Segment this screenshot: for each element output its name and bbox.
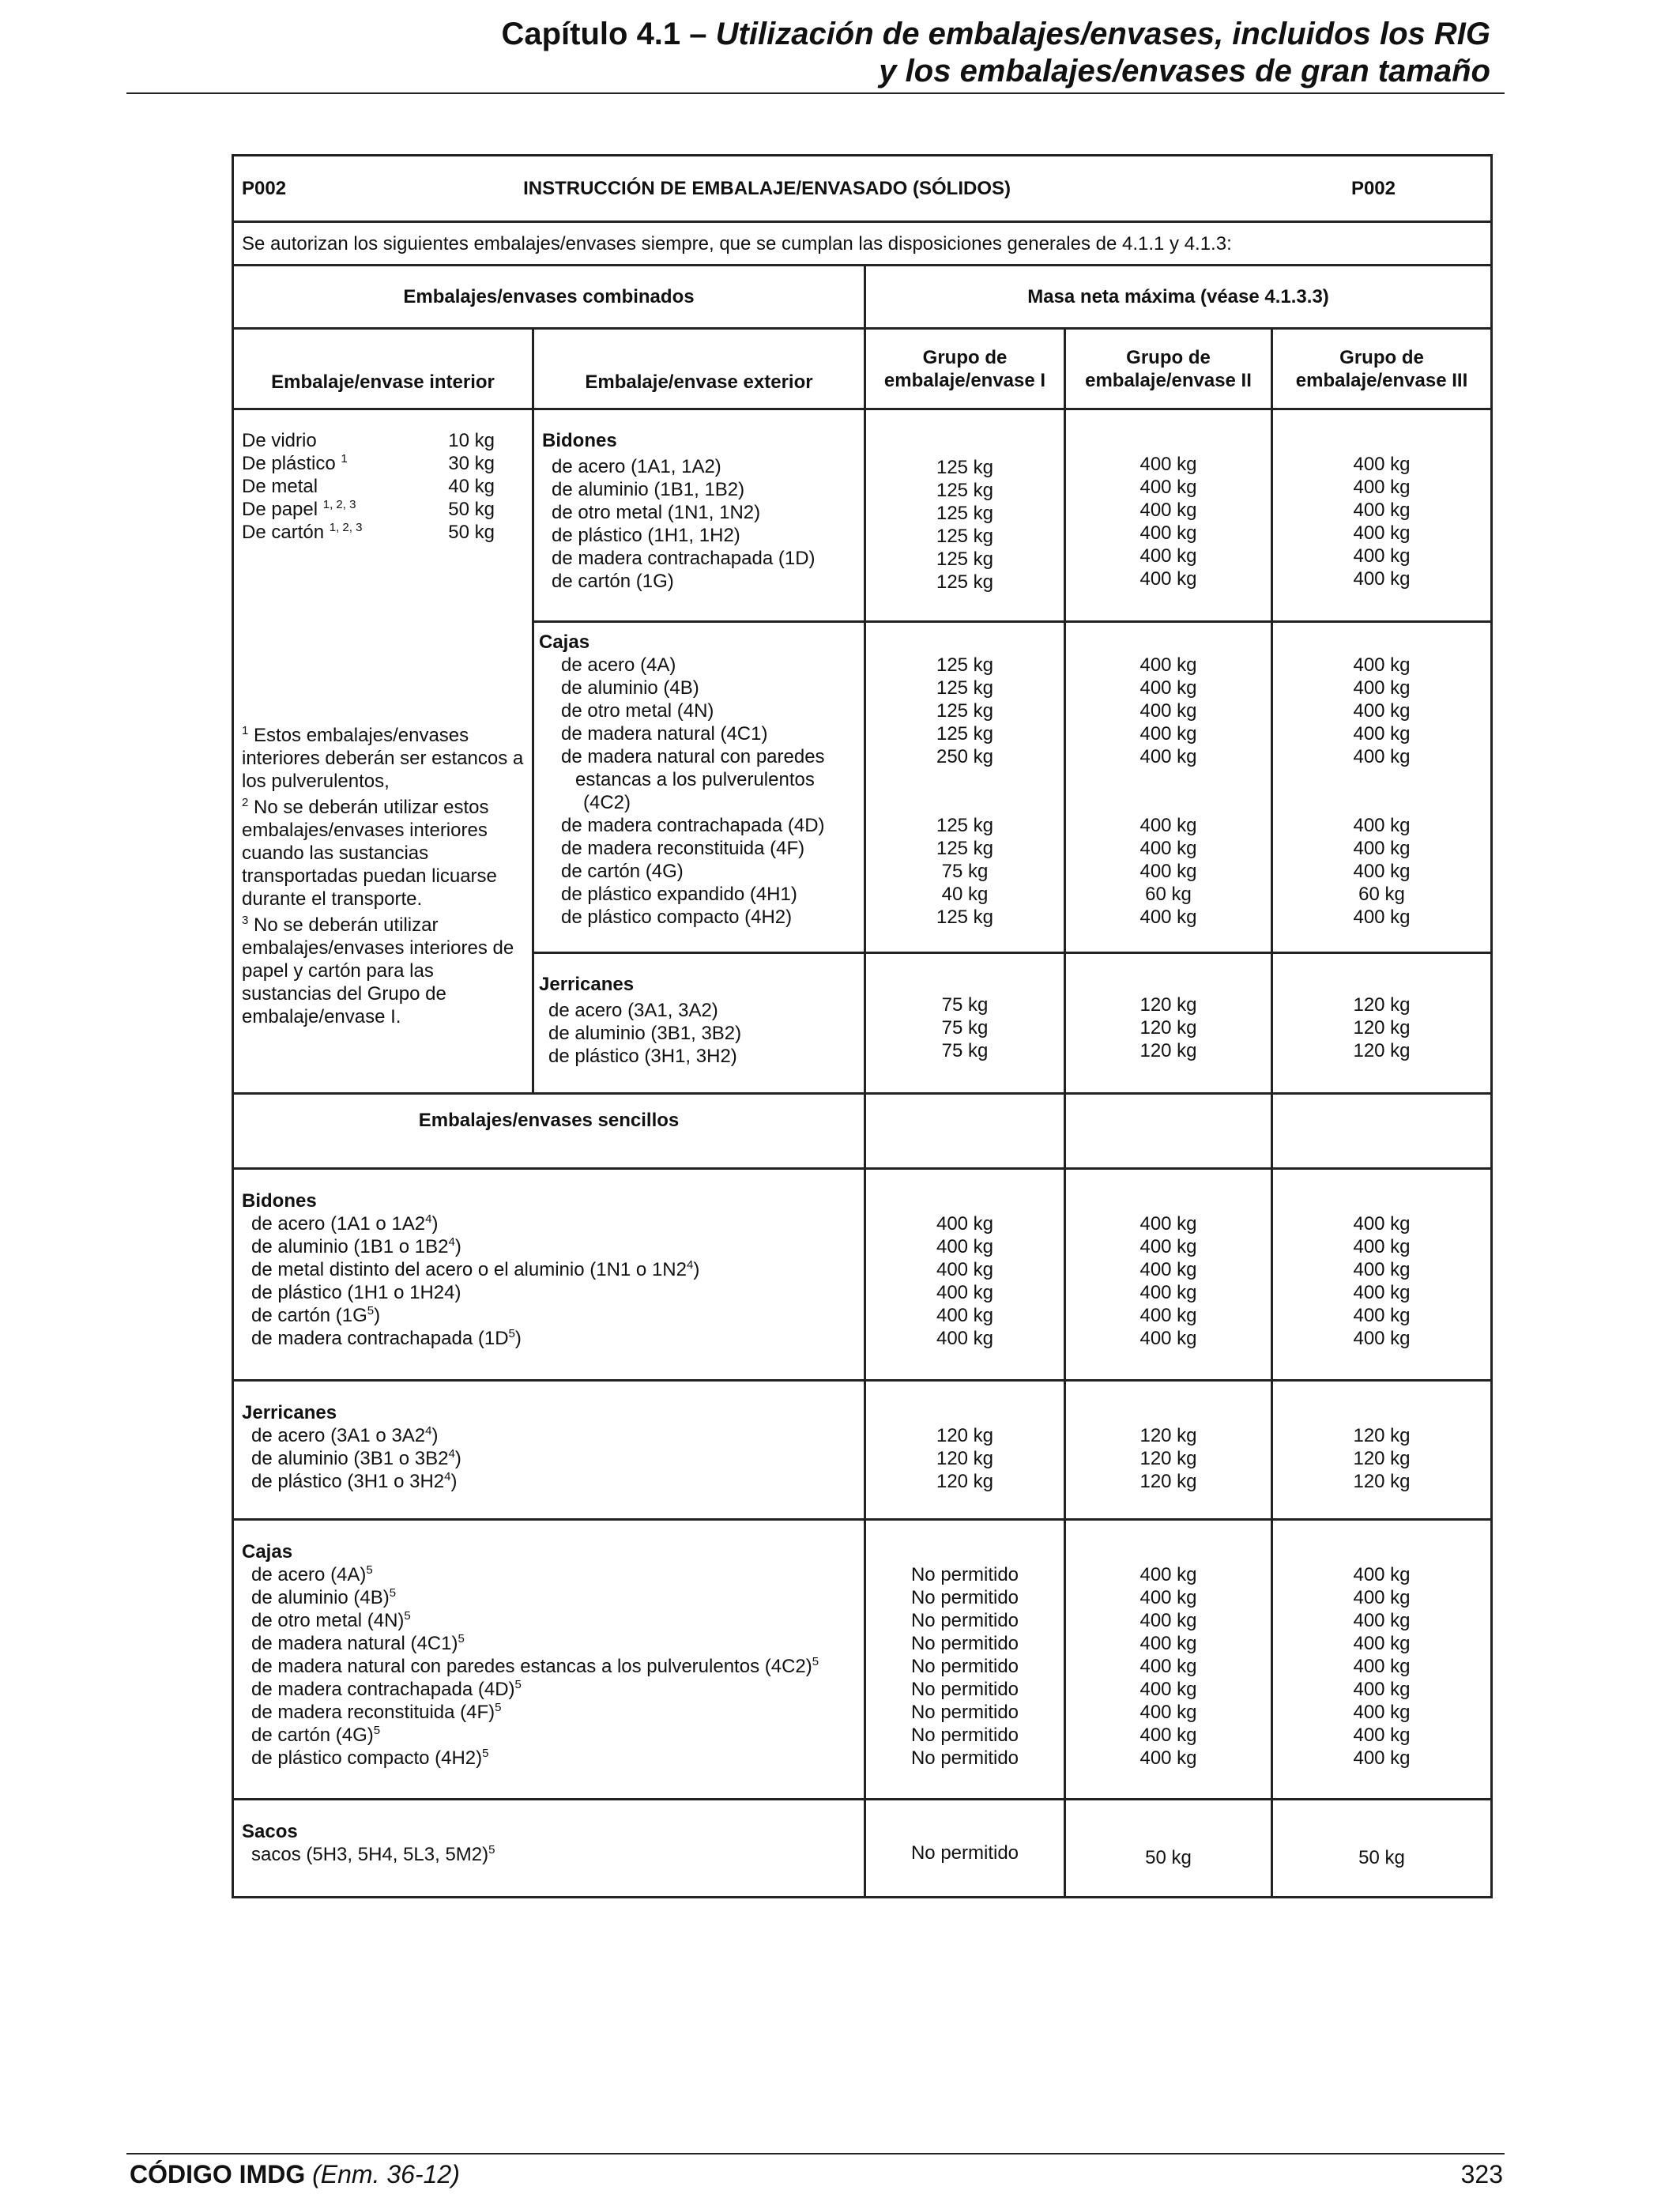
mass-value: 400 kg [1353,1725,1411,1746]
boxes-group1-values [865,622,1065,953]
mass-value: 400 kg [1139,522,1197,544]
mass-value: 400 kg [1139,1305,1197,1326]
page-number: 323 [1460,2160,1503,2188]
mass-value: 125 kg [936,907,994,928]
footnote-ref: 5 [508,1327,515,1340]
single-group-title: Sacos [242,1821,298,1842]
outer-drums-row [233,409,1492,622]
inner-packaging-name: De cartón $^{1, 2, 3}$ [242,521,363,543]
mass-value: 400 kg [936,1236,994,1257]
outer-group-items [539,654,856,929]
mass-value: 400 kg [1139,1633,1197,1654]
outer-packaging-item: de otro metal (1N1, 1N2) [552,502,761,523]
footnote-ref: 5 [812,1655,819,1668]
jerricans-group3-values [1272,953,1492,1094]
mass-value: 120 kg [1353,1017,1411,1039]
outer-packaging-item: de acero (4A) [561,654,676,676]
drums-group1-values [865,409,1065,622]
jerricans-group1-values [865,953,1065,1094]
mass-value [1281,791,1482,814]
mass-value: 120 kg [1139,1425,1197,1446]
single-group-items [242,1843,856,1866]
mass-value: 75 kg [941,1017,989,1039]
mass-value: 125 kg [936,838,994,859]
footnote: $^3$ No se deberán utilizar embalajes/envases interiores de papel y cartón para las sustancias del Grupo de embalaje/envase I. [242,914,514,1027]
mass-value: 125 kg [936,480,994,501]
single-packaging-item: de otro metal $(4N)^5$ [251,1609,411,1631]
mass-value: 400 kg [1353,545,1411,567]
mass-value: 120 kg [1353,994,1411,1016]
footnote: $^2$ No se deberán utilizar estos embalajes/envases interiores cuando las sustancias transportadas puedan licuarse durante el transporte. [242,796,497,910]
footnote-ref: 5 [366,1563,373,1577]
mass-value: 400 kg [1139,568,1197,590]
mass-value: 120 kg [1353,1448,1411,1469]
mass-value: 120 kg [1353,1471,1411,1492]
single-bags-group2-values [1065,1800,1272,1898]
mass-value: No permitido [910,1725,1019,1746]
mass-value: 120 kg [936,1471,994,1492]
footnotes [242,724,524,1028]
mass-value: 400 kg [1139,477,1197,498]
inner-packaging-item [242,498,495,521]
mass-value: 400 kg [936,1259,994,1280]
single-packaging-item: de madera natural $(4C1)^5$ [251,1632,465,1654]
mass-value: 400 kg [1353,1282,1411,1303]
mass-value: 75 kg [941,994,989,1016]
outer-group-title: Jerricanes [539,974,635,995]
single-packaging-item: de aluminio (1B1 o $1B2^4$) [251,1235,461,1257]
single-boxes-group1-values [865,1520,1065,1800]
mass-heading: Masa neta máxima (véase 4.1.3.3) [865,266,1492,329]
outer-group-title: Cajas [539,631,590,653]
mass-value: 120 kg [1139,1017,1197,1039]
mass-value: 125 kg [936,815,994,836]
mass-value: 400 kg [1353,838,1411,859]
mass-value: 400 kg [1353,1213,1411,1235]
single-packaging-item: de plástico compacto $(4H2)^5$ [251,1747,489,1769]
mass-value: No permitido [910,1587,1019,1608]
outer-packaging-item: estancas a los pulverulentos [575,769,815,790]
intro-row [233,222,1492,266]
mass-value: No permitido [910,1679,1019,1700]
mass-value: 400 kg [936,1328,994,1349]
single-packaging-item: de aluminio (3B1 o $3B2^4$) [251,1447,461,1469]
mass-value: No permitido [910,1564,1019,1585]
mass-value [874,791,1056,814]
drums-group3-values [1272,409,1492,622]
single-packaging-item: de cartón $(1G^5)$ [251,1304,381,1326]
mass-value: 400 kg [1353,1702,1411,1723]
footnote-ref: 5 [367,1304,375,1318]
inner-packaging-item [242,452,495,475]
mass-value [874,768,1056,791]
single-group-title: Bidones [242,1190,317,1212]
mass-value: No permitido [910,1610,1019,1631]
mass-value: 400 kg [1353,1328,1411,1349]
footer-code [130,2158,460,2190]
footnote-ref: 5 [482,1747,489,1760]
mass-value: 125 kg [936,654,994,676]
single-packaging-item: de aluminio $(4B)^5$ [251,1586,397,1608]
mass-value: 400 kg [1139,1679,1197,1700]
mass-value: 125 kg [936,571,994,593]
mass-value: 60 kg [1358,884,1405,905]
mass-value: 120 kg [1139,1471,1197,1492]
mass-value: 400 kg [1353,1633,1411,1654]
mass-value: 40 kg [941,884,989,905]
mass-value: 400 kg [1353,499,1411,521]
outer-packaging-item: de cartón (4G) [561,861,684,882]
outer-packaging-item: de madera contrachapada (4D) [561,815,825,836]
mass-value: 400 kg [1139,1328,1197,1349]
col-group2-header: Grupo de embalaje/envase II [1065,329,1272,409]
inner-packaging-item [242,521,495,544]
inner-packaging-mass: 50 kg [448,522,495,543]
mass-value: 250 kg [936,746,994,767]
outer-group-drums [533,409,865,622]
mass-value: 400 kg [1353,568,1411,590]
single-packaging-item: de metal distinto del acero o el aluminio (1N1 o $1N2^4$) [251,1258,700,1280]
jerricans-group2-values [1065,953,1272,1094]
single-packaging-item: de plástico (1H1 o 1H24) [251,1282,461,1303]
inner-packaging-name: De vidrio [242,430,317,451]
col-group3-header: Grupo de embalaje/envase III [1272,329,1492,409]
single-drums-group2-values [1065,1169,1272,1381]
mass-value: 400 kg [1353,1259,1411,1280]
mass-value: 400 kg [1353,1587,1411,1608]
mass-value: 400 kg [1353,454,1411,475]
single-boxes-group3-values [1272,1520,1492,1800]
single-jerricans-row [233,1381,1492,1520]
mass-value: No permitido [910,1702,1019,1723]
outer-packaging-item: de madera natural con paredes [561,746,825,767]
inner-packaging-cell [233,409,533,1094]
outer-packaging-item: de aluminio (4B) [561,677,699,699]
single-drums-group3-values [1272,1169,1492,1381]
mass-value: 125 kg [936,548,994,570]
outer-packaging-item: de madera reconstituida (4F) [561,838,805,859]
mass-value: 120 kg [1139,994,1197,1016]
outer-packaging-item: de aluminio (1B1, 1B2) [552,479,745,500]
outer-group-jerricans [533,953,865,1094]
mass-value: 400 kg [1353,477,1411,498]
footer-amendment: (Enm. 36-12) [312,2160,460,2188]
mass-value: 400 kg [1139,654,1197,676]
mass-value: 75 kg [941,861,989,882]
inner-packaging-mass: 10 kg [448,430,495,451]
mass-value: 400 kg [1353,1236,1411,1257]
mass-value: 400 kg [1353,861,1411,882]
footnote-ref: 4 [425,1424,432,1438]
outer-packaging-item: de acero (3A1, 3A2) [548,1000,718,1021]
outer-packaging-item: de acero (1A1, 1A2) [552,456,721,477]
footnote-ref: 5 [488,1843,495,1857]
inner-packaging-name: De papel $^{1, 2, 3}$ [242,498,356,520]
mass-value: 400 kg [1139,677,1197,699]
col-inner-header: Embalaje/envase interior [233,329,533,409]
mass-value: 400 kg [1139,499,1197,521]
outer-packaging-item: de plástico (3H1, 3H2) [548,1046,737,1067]
inner-packaging-item [242,475,495,498]
footnote-ref: 5 [514,1678,522,1691]
outer-group-items [539,999,856,1068]
single-jerricans-group1-values [865,1381,1065,1520]
single-packaging-item: de madera reconstituida $(4F)^5$ [251,1701,502,1723]
single-group-boxes [233,1520,865,1800]
footnote-ref: 2 [242,796,249,809]
mass-value: 400 kg [1139,1747,1197,1769]
footnote-ref: 5 [495,1701,502,1714]
mass-value: 400 kg [936,1213,994,1235]
inner-packaging-item [242,429,495,452]
mass-value: 400 kg [1139,1656,1197,1677]
outer-packaging-item: de plástico compacto (4H2) [561,907,793,928]
single-bags-row [233,1800,1492,1898]
mass-value: 400 kg [1139,815,1197,836]
mass-value: 120 kg [1353,1040,1411,1061]
mass-value: 400 kg [1139,1725,1197,1746]
mass-value: 120 kg [936,1448,994,1469]
single-packaging-item: sacos (5H3, 5H4, 5L3, 5M2)$^5$ [251,1843,495,1865]
mass-value: No permitido [910,1842,1019,1864]
mass-value: 400 kg [1353,907,1411,928]
outer-group-title: Bidones [542,430,617,451]
mass-value: 400 kg [1353,677,1411,699]
mass-value: No permitido [910,1633,1019,1654]
instruction-title: INSTRUCCIÓN DE EMBALAJE/ENVASADO (SÓLIDOS) [523,178,1011,199]
single-group-jerricans [233,1381,865,1520]
footnote-ref: 1 [341,452,348,466]
single-jerricans-group2-values [1065,1381,1272,1520]
mass-value: 400 kg [1353,654,1411,676]
mass-value: 400 kg [1139,838,1197,859]
mass-value: 120 kg [936,1425,994,1446]
combined-heading: Embalajes/envases combinados [233,266,865,329]
mass-value: 125 kg [936,526,994,547]
mass-value: 400 kg [1353,700,1411,722]
mass-value: 400 kg [1353,522,1411,544]
outer-packaging-item: de otro metal (4N) [561,700,714,722]
mass-value: 400 kg [936,1305,994,1326]
mass-value: 400 kg [1139,1564,1197,1585]
single-packaging-item: de madera contrachapada $(4D)^5$ [251,1678,522,1700]
mass-value [1074,791,1263,814]
chapter-title-2: y los embalajes/envases de gran tamaño [879,54,1490,89]
single-boxes-group2-values [1065,1520,1272,1800]
inner-packaging-list [242,429,524,544]
inner-packaging-mass: 30 kg [448,453,495,474]
single-group-items [242,1424,856,1493]
instruction-code-right: P002 [1350,178,1396,199]
mass-value: No permitido [910,1747,1019,1769]
single-group-bags [233,1800,865,1898]
mass-value: 50 kg [1145,1847,1192,1868]
mass-value: 400 kg [1139,907,1197,928]
mass-value: 125 kg [936,700,994,722]
mass-value: 400 kg [1353,815,1411,836]
outer-packaging-item: de madera contrachapada (1D) [552,548,816,569]
mass-value: 400 kg [1353,1747,1411,1769]
outer-packaging-item: de plástico (1H1, 1H2) [552,525,740,546]
footnote-ref: 4 [425,1212,432,1226]
mass-value: 60 kg [1145,884,1192,905]
single-group-items [242,1563,856,1770]
single-packaging-item: de acero $(4A)^5$ [251,1563,373,1585]
mass-value [1281,768,1482,791]
single-bags-group3-values [1272,1800,1492,1898]
single-drums-row [233,1169,1492,1381]
mass-value: 120 kg [1139,1448,1197,1469]
mass-value: 400 kg [1353,1564,1411,1585]
mass-value: 400 kg [1139,723,1197,745]
footnote-ref: 4 [686,1258,694,1272]
col-outer-header: Embalaje/envase exterior [533,329,865,409]
single-group-title: Cajas [242,1541,293,1563]
mass-value: 400 kg [1139,1236,1197,1257]
inner-packaging-mass: 50 kg [448,499,495,520]
drums-group2-values [1065,409,1272,622]
inner-packaging-name: De plástico $^1$ [242,452,348,474]
mass-value: 120 kg [1139,1040,1197,1061]
boxes-group2-values [1065,622,1272,953]
mass-value: 120 kg [1353,1425,1411,1446]
inner-packaging-mass: 40 kg [448,476,495,497]
mass-value: No permitido [910,1656,1019,1677]
footnote-ref: 5 [389,1586,397,1600]
mass-value [1074,768,1263,791]
column-header-row [233,329,1492,409]
single-heading-row [233,1094,1492,1169]
footnote-ref: 1, 2, 3 [329,521,363,534]
footnote-ref: 5 [404,1609,411,1623]
single-drums-group1-values [865,1169,1065,1381]
mass-value: 400 kg [1353,1610,1411,1631]
footer-code-name: CÓDIGO IMDG [130,2160,306,2188]
header-rule [126,92,1505,94]
single-bags-group1-values [865,1800,1065,1898]
footer-rule [126,2153,1505,2154]
mass-value: 125 kg [936,677,994,699]
mass-value: 400 kg [1139,454,1197,475]
intro-text: Se autorizan los siguientes embalajes/envases siempre, que se cumplan las disposiciones generales de 4.1.1 y 4.1.3: [233,222,1492,266]
mass-value: 400 kg [1139,1282,1197,1303]
mass-value: 400 kg [1353,1656,1411,1677]
footnote-ref: 5 [373,1724,381,1737]
outer-packaging-item: de madera natural (4C1) [561,723,768,745]
single-group-drums [233,1169,865,1381]
chapter-number: Capítulo 4.1 – [501,17,707,51]
mass-value: 400 kg [1353,1305,1411,1326]
mass-value: 400 kg [1139,1259,1197,1280]
outer-group-items [542,455,856,593]
single-jerricans-group3-values [1272,1381,1492,1520]
outer-packaging-item: de aluminio (3B1, 3B2) [548,1023,742,1044]
outer-packaging-item: de plástico expandido (4H1) [561,884,797,905]
single-packaging-item: de madera contrachapada $(1D^5)$ [251,1327,522,1349]
single-group-items [242,1212,856,1350]
single-group-title: Jerricanes [242,1402,337,1423]
single-packaging-item: de plástico (3H1 o $3H2^4$) [251,1470,458,1492]
mass-value: 125 kg [936,723,994,745]
footnote-ref: 4 [444,1470,451,1483]
mass-value: 400 kg [1353,746,1411,767]
inner-packaging-name: De metal [242,476,318,497]
chapter-title-1: Utilización de embalajes/envases, incluidos los RIG [715,17,1490,51]
footnote-ref: 5 [458,1632,465,1646]
mass-value: 400 kg [1139,861,1197,882]
single-heading: Embalajes/envases sencillos [233,1094,865,1169]
instruction-code-left: P002 [242,178,287,199]
mass-value: 400 kg [1139,746,1197,767]
mass-value: 400 kg [1353,1679,1411,1700]
mass-value: 400 kg [1139,545,1197,567]
header-line-1 [126,16,1490,53]
footnote-ref: 1, 2, 3 [322,498,356,511]
single-packaging-item: de acero (3A1 o $3A2^4$) [251,1424,439,1446]
single-packaging-item: de acero (1A1 o $1A2^4$) [251,1212,439,1235]
mass-value: 400 kg [936,1282,994,1303]
col-group1-header: Grupo de embalaje/envase I [865,329,1065,409]
footnote-ref: 4 [448,1235,455,1249]
footnote-ref: 4 [448,1447,455,1461]
single-packaging-item: de cartón $(4G)^5$ [251,1724,381,1746]
mass-value: 400 kg [1139,1702,1197,1723]
mass-value: 400 kg [1139,1213,1197,1235]
footnote: $^1$ Estos embalajes/envases interiores deberán ser estancos a los pulverulentos, [242,724,524,792]
single-boxes-row [233,1520,1492,1800]
mass-value: 125 kg [936,457,994,478]
outer-packaging-item: (4C2) [583,792,631,813]
page-header [126,16,1490,90]
boxes-group3-values [1272,622,1492,953]
single-packaging-item: de madera natural con paredes estancas a los pulverulentos $(4C2)^5$ [251,1655,819,1677]
outer-packaging-item: de cartón (1G) [552,571,674,592]
section-heading-row [233,266,1492,329]
mass-value: 400 kg [1139,1587,1197,1608]
mass-value: 400 kg [1139,700,1197,722]
mass-value: 125 kg [936,503,994,524]
outer-group-boxes [533,622,865,953]
footnote-ref: 1 [242,724,249,737]
mass-value: 400 kg [1353,723,1411,745]
instruction-title-row [233,156,1492,222]
footnote-ref: 3 [242,914,249,927]
mass-value: 50 kg [1358,1847,1405,1868]
mass-value: 75 kg [941,1040,989,1061]
packing-instruction-table [232,154,1493,1898]
mass-value: 400 kg [1139,1610,1197,1631]
